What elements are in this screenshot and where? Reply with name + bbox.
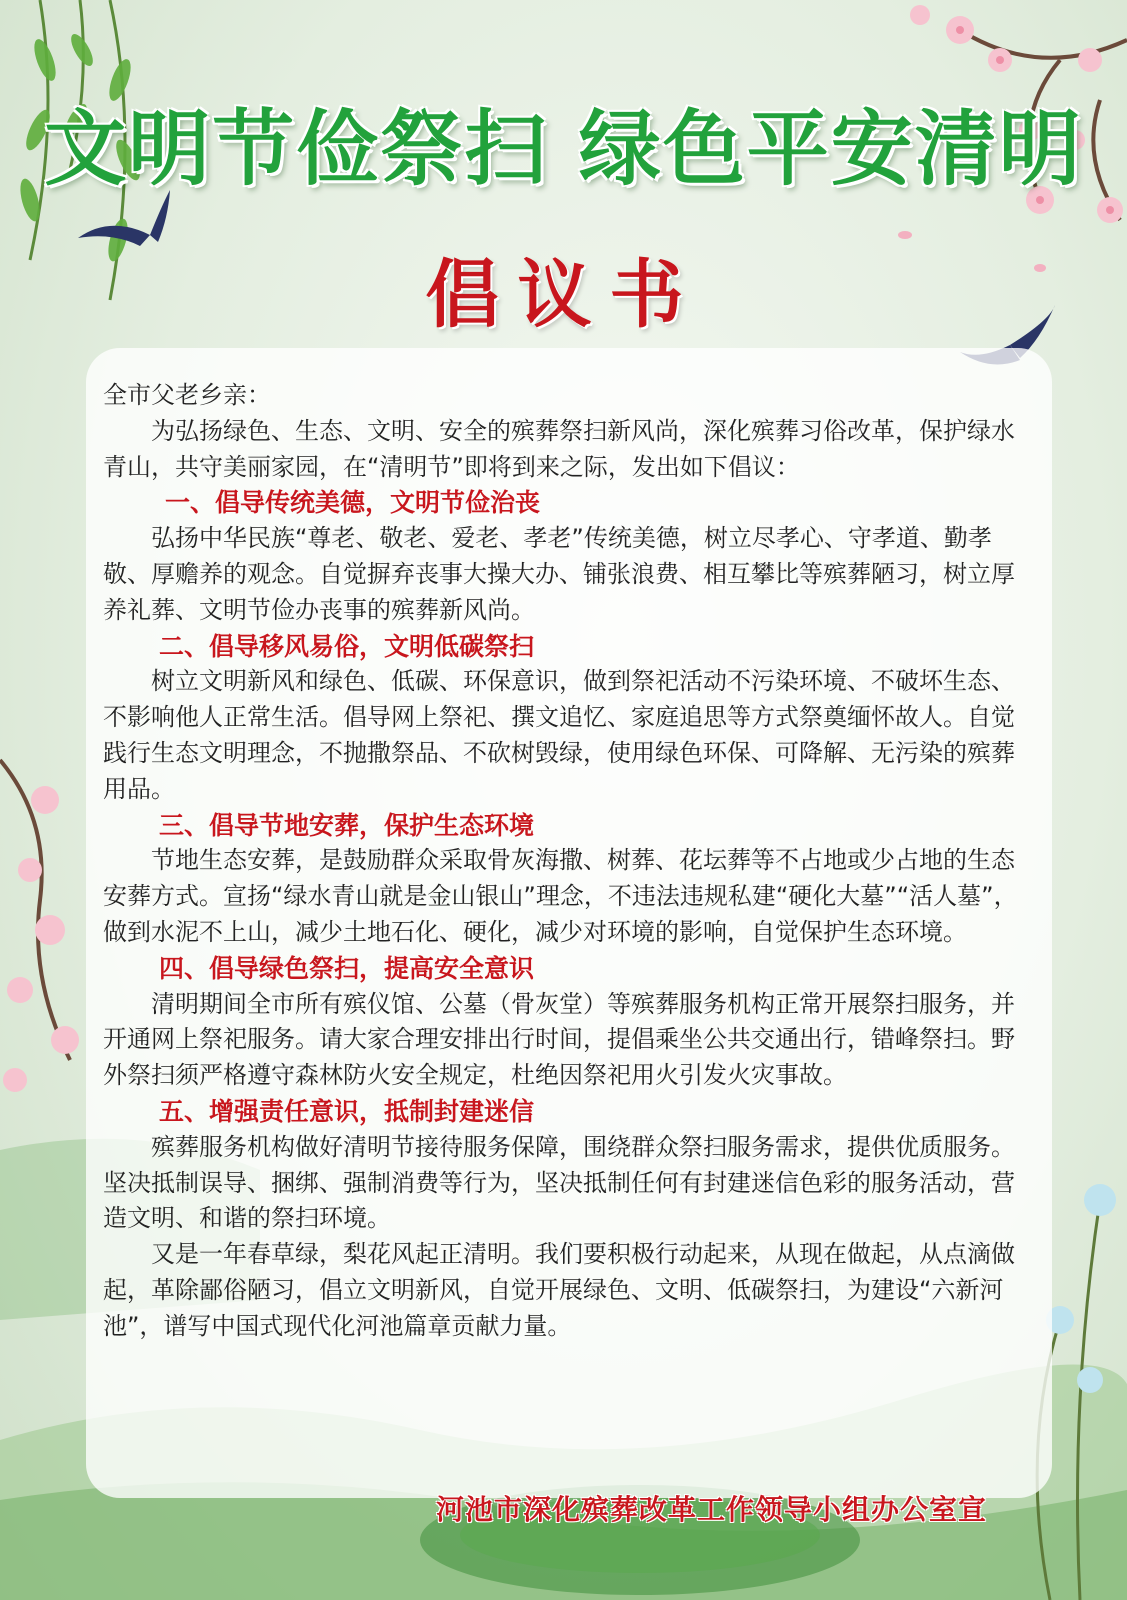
issuer-signature: 河池市深化殡葬改革工作领导小组办公室宣 bbox=[435, 1493, 987, 1526]
peach-blossom-branch-icon bbox=[0, 760, 79, 1092]
section-heading: 三、倡导节地安葬，保护生态环境 bbox=[159, 810, 535, 840]
salutation: 全市父老乡亲： bbox=[103, 381, 271, 409]
section-body: 殡葬服务机构做好清明节接待服务保障，围绕群众祭扫服务需求，提供优质服务。坚决抵制误导、捆绑、强制消费等行为，坚决抵制任何有封建迷信色彩的服务活动，营造文明、和谐的祭扫环境。 bbox=[103, 1132, 1015, 1233]
section-heading: 二、倡导移风易俗，文明低碳祭扫 bbox=[159, 631, 535, 661]
section-body: 清明期间全市所有殡仪馆、公墓（骨灰堂）等殡葬服务机构正常开展祭扫服务，并开通网上祭祀服务。请大家合理安排出行时间，提倡乘坐公共交通出行，错峰祭扫。野外祭扫须严格遵守森林防火安全规定，杜绝因祭祀用火引发火灾事故。 bbox=[103, 989, 1015, 1090]
main-title: 文明节俭祭扫 绿色平安清明 bbox=[44, 102, 1083, 197]
proposal-body bbox=[103, 378, 1038, 1345]
intro-paragraph: 为弘扬绿色、生态、文明、安全的殡葬祭扫新风尚，深化殡葬习俗改革，保护绿水青山，共守美丽家园，在“清明节”即将到来之际，发出如下倡议： bbox=[103, 416, 1015, 481]
section-body: 节地生态安葬，是鼓励群众采取骨灰海撒、树葬、花坛葬等不占地或少占地的生态安葬方式。宣扬“绿水青山就是金山银山”理念，不违法违规私建“硬化大墓”“活人墓”，做到水泥不上山，减少土地石化、硬化，减少对环境的影响，自觉保护生态环境。 bbox=[103, 846, 1018, 946]
section-body: 树立文明新风和绿色、低碳、环保意识，做到祭祀活动不污染环境、不破坏生态、不影响他人正常生活。倡导网上祭祀、撰文追忆、家庭追思等方式祭奠缅怀故人。自觉践行生态文明理念，不抛撒祭品、不砍树毁绿，使用绿色环保、可降解、无污染的殡葬用品。 bbox=[103, 667, 1015, 803]
section-heading: 四、倡导绿色祭扫，提高安全意识 bbox=[159, 953, 535, 983]
section-body: 弘扬中华民族“尊老、敬老、爱老、孝老”传统美德，树立尽孝心、守孝道、勤孝敬、厚赡养的观念。自觉摒弃丧事大操大办、铺张浪费、相互攀比等殡葬陋习，树立厚养礼葬、文明节俭办丧事的殡葬新风尚。 bbox=[103, 524, 1015, 624]
section-heading: 五、增强责任意识，抵制封建迷信 bbox=[159, 1096, 535, 1126]
closing-paragraph: 又是一年春草绿，梨花风起正清明。我们要积极行动起来，从现在做起，从点滴做起，革除鄙俗陋习，倡立文明新风，自觉开展绿色、文明、低碳祭扫，为建设“六新河池”，谱写中国式现代化河池篇章贡献力量。 bbox=[103, 1240, 1015, 1340]
section-heading: 一、倡导传统美德，文明节俭治丧 bbox=[165, 488, 541, 518]
proposal-title: 倡议书 bbox=[425, 252, 702, 338]
